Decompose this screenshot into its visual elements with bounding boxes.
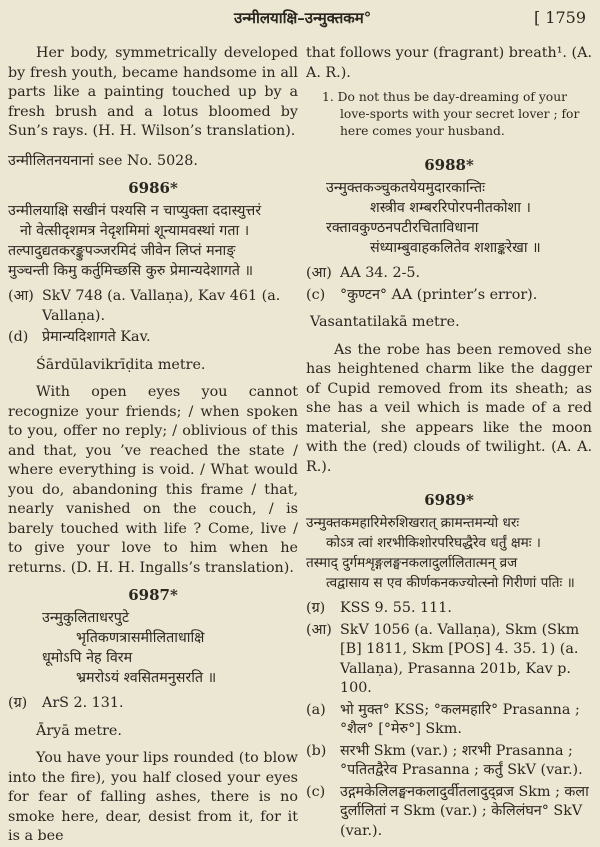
- ref-tag: (a): [306, 701, 326, 718]
- verse-6988: [306, 178, 592, 258]
- verse-line: शस्त्रीव शम्बररिपोरपनीतकोशा ।: [370, 200, 531, 216]
- cross-reference: उन्मीलितनयनानां see No. 5028.: [8, 152, 198, 169]
- translation-paragraph: With open eyes you cannot recognize your friends; / when spoken to you, offer no reply; / oblivious of this and that, you ’ve reached the state / where everything is void. / What would you do, abandoning this frame / that, nearly vanished on the couch, / is barely touched with life ? Come, live / to give your love to him when he returns. (D. H. H. Ingalls’s translation).: [8, 384, 298, 576]
- verse-line: संध्याम्बुवाहकलितेव शशाङ्करेखा ॥: [370, 240, 541, 256]
- verse-line: उन्मुकुलिताधरपुटे: [42, 610, 130, 626]
- variant-reading: [306, 286, 592, 306]
- source-reference: [306, 621, 592, 699]
- page-header: [0, 8, 600, 32]
- ref-tag: (b): [306, 742, 327, 759]
- verse-line: तल्पादुद्यतकरङ्कुपञ्जरमिदं जीवेन लिप्तं मनाङ्: [8, 243, 236, 259]
- verse-6986: [8, 201, 298, 281]
- variant-reading: [306, 742, 592, 781]
- translation-paragraph: As the robe has been removed she has heightened charm like the dagger of Cupid removed from its sheath; as she has a veil which is made of a red material, she appears like the moon with the (red) clouds of twilight. (A. A. R.).: [306, 341, 592, 475]
- verse-6987: [8, 608, 298, 688]
- ref-text: SkV 748 (a. Vallaṇa), Kav 461 (a. Vallaṇa).: [42, 288, 281, 324]
- source-reference: [306, 264, 592, 284]
- footnote: 1. Do not thus be day-dreaming of your love-sports with your secret lover ; for here comes your husband.: [322, 90, 580, 138]
- metre-label: Vasantatilakā metre.: [310, 314, 460, 330]
- ref-text: ArS 2. 131.: [42, 695, 124, 711]
- source-reference: [8, 287, 298, 326]
- verse-line: कोऽत्र त्वां शरभीकिशोरपरिघद्धैरेव धर्तुं क्षमः ।: [326, 535, 541, 551]
- running-title: उन्मीलयाक्षि–उन्मुक्तकम°: [234, 9, 372, 27]
- translation-paragraph: Her body, symmetrically developed by fresh youth, became handsome in all parts like a painting touched up by a fresh brush and a lotus bloomed by Sun’s rays. (H. H. Wilson’s translation).: [8, 45, 298, 139]
- left-column: [8, 44, 298, 844]
- ref-tag: (आ): [8, 288, 34, 304]
- ref-text: SkV 1056 (a. Vallaṇa), Skm (Skm [B] 1811, Skm [POS] 4. 35. 1) (a. Vallaṇa), Prasanna 201b, Kav p. 100.: [340, 621, 580, 696]
- translation-paragraph: that follows your (fragrant) breath¹. (A. A. R.).: [306, 45, 592, 81]
- verse-line: मुञ्चन्ती किमु कर्तुमिच्छसि कुरु प्रेमान्यदेशागते ॥: [8, 263, 254, 279]
- ref-tag: (c): [306, 783, 326, 800]
- verse-line: उन्मीलयाक्षि सखीनं पश्यसि न चाप्युक्ता ददास्युत्तरं: [8, 203, 262, 219]
- right-column: [306, 44, 592, 839]
- verse-line: नो वेत्सीदृशमत्र नेदृशमिमां शून्यामवस्थां गता ।: [20, 223, 250, 239]
- ref-tag: (आ): [306, 621, 332, 638]
- source-reference: [306, 599, 592, 619]
- ref-text: उद्गमकेलिलङ्घनकलादुर्वीतलादुद्व्रज Skm ; कला दुर्लालितां न Skm (var.) ; केलिलंघन° SkV (var.).: [340, 783, 589, 839]
- source-reference: [8, 694, 298, 714]
- verse-6989: [306, 513, 592, 593]
- metre-label: Āryā metre.: [36, 722, 122, 739]
- verse-number-6987: 6987*: [128, 586, 178, 604]
- verse-line: उन्मुक्तकञ्चुकतयेयमुदारकान्तिः: [326, 180, 485, 196]
- variant-reading: [306, 783, 592, 842]
- page-number: [ 1759: [533, 8, 586, 27]
- verse-line: भ्रमरोऽयं श्वसितमनुसरति ॥: [76, 670, 217, 686]
- ref-tag: (c): [306, 286, 326, 303]
- variant-reading: [306, 701, 592, 740]
- ref-text: KSS 9. 55. 111.: [340, 600, 452, 616]
- ref-text: सरभी Skm (var.) ; शरभी Prasanna ; °पतितद्वैरेव Prasanna ; कर्तुं SkV (var.).: [340, 742, 583, 778]
- ref-tag: (ग्र): [306, 600, 326, 616]
- ref-tag: (आ): [306, 265, 332, 281]
- verse-line: भृतिकणत्रासमीलिताधाक्षि: [76, 630, 205, 646]
- ref-text: AA 34. 2-5.: [340, 265, 421, 281]
- verse-number-6988: 6988*: [424, 156, 474, 174]
- verse-number-6989: 6989*: [424, 491, 474, 509]
- ref-text: प्रेमान्यदिशागते Kav.: [42, 329, 151, 345]
- ref-tag: (d): [8, 329, 29, 345]
- variant-reading: [8, 328, 298, 348]
- verse-number-6986: 6986*: [128, 179, 178, 197]
- translation-paragraph: You have your lips rounded (to blow into the fire), you half closed your eyes for fear of falling ashes, there is no smoke here, dear, desist from it, for it is a bee: [8, 750, 298, 844]
- verse-line: उन्मुक्तकमहारिमेरुशिखरात् क्रामन्तमन्यो धरः: [306, 515, 520, 531]
- verse-line: धूमोऽपि नेह विरम: [42, 650, 133, 666]
- ref-text: भो मुक्त° KSS; °कलमहारि° Prasanna ; °शैल° [°मेरु°] Skm.: [340, 701, 580, 737]
- verse-line: तस्माद् दुर्गमशृङ्गलङ्घनकलादुर्लालितात्मन् व्रज: [306, 555, 518, 571]
- verse-line: रक्तावकुण्ठनपटीरचिताविधाना: [326, 220, 479, 236]
- metre-label: Śārdūlavikrīḍita metre.: [36, 356, 206, 373]
- ref-text: °कुण्टन° AA (printer’s error).: [340, 286, 538, 303]
- verse-line: त्वद्वासाय स एव कीर्णकनकज्योत्स्नो गिरीणां पतिः ॥: [326, 575, 575, 591]
- ref-tag: (ग्र): [8, 695, 28, 711]
